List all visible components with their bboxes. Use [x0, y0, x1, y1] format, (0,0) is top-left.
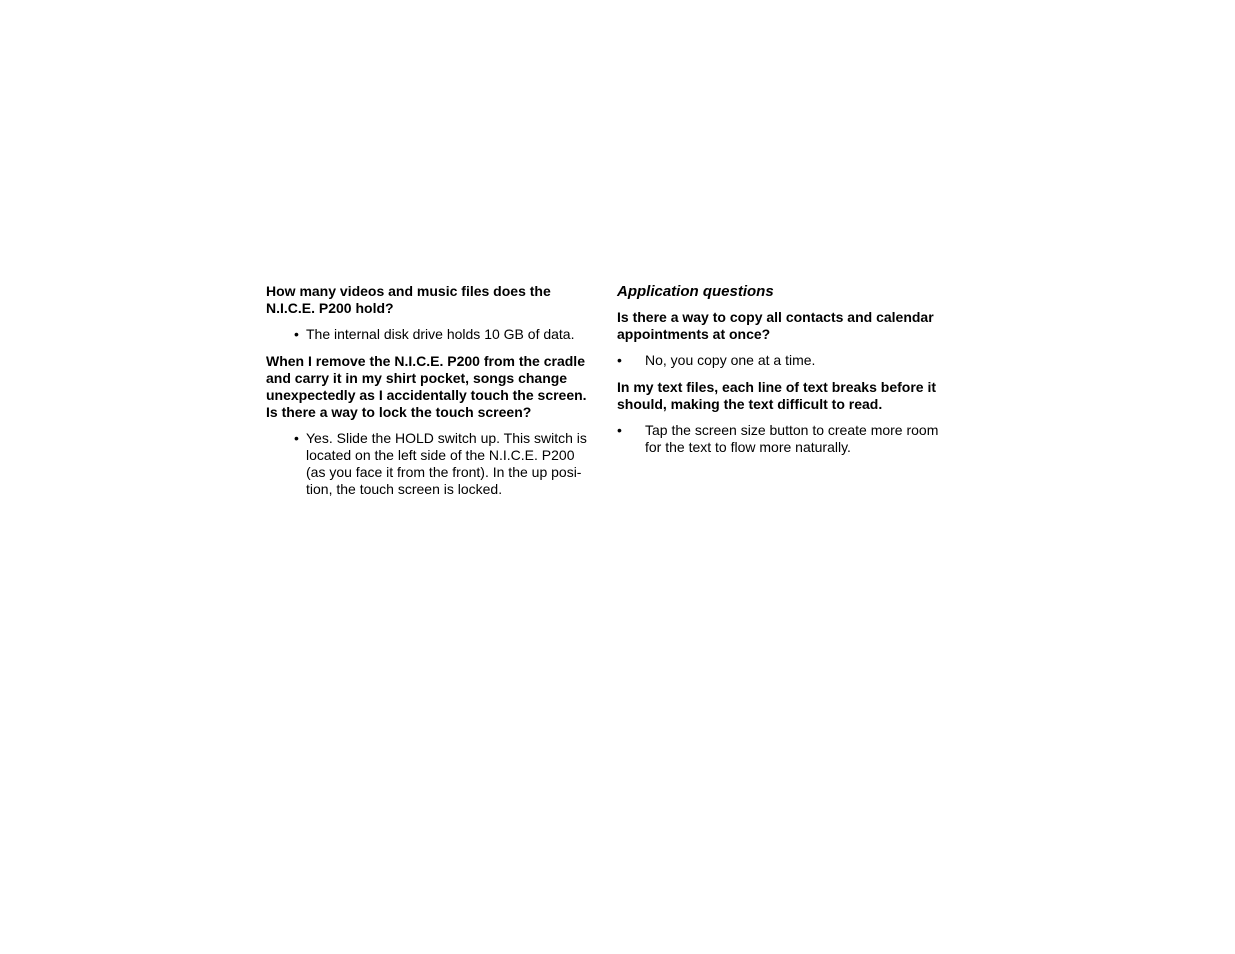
- bullet-icon: •: [294, 430, 299, 446]
- faq-answer-text: The internal disk drive holds 10 GB of data.: [306, 326, 575, 342]
- faq-answer: [266, 326, 591, 343]
- faq-answer-text: Tap the screen size button to create more room for the text to flow more naturally.: [645, 422, 939, 455]
- bullet-icon: •: [617, 352, 622, 368]
- bullet-icon: •: [294, 326, 299, 342]
- faq-answer: [266, 430, 591, 498]
- left-column: [266, 283, 591, 508]
- right-column: [617, 283, 942, 466]
- faq-answer-text: No, you copy one at a time.: [645, 352, 816, 368]
- faq-question: How many videos and music files does the N.I.C.E. P200 hold?: [266, 283, 551, 316]
- faq-question: Is there a way to copy all contacts and calendar appointments at once?: [617, 309, 934, 342]
- faq-answer: [617, 352, 942, 369]
- faq-question: In my text files, each line of text breaks before it should, making the text difficult to read.: [617, 379, 936, 412]
- faq-answer-text: Yes. Slide the HOLD switch up. This switch is located on the left side of the N.I.C.E. P200 (as you face it from the front). In the up posi-tion, the touch screen is locked.: [306, 430, 587, 497]
- faq-answer: [617, 422, 942, 456]
- section-title: Application questions: [617, 283, 774, 300]
- faq-question: When I remove the N.I.C.E. P200 from the cradle and carry it in my shirt pocket, songs change unexpectedly as I accidentally touch the screen. Is there a way to lock the touch screen?: [266, 353, 587, 420]
- bullet-icon: •: [617, 422, 622, 438]
